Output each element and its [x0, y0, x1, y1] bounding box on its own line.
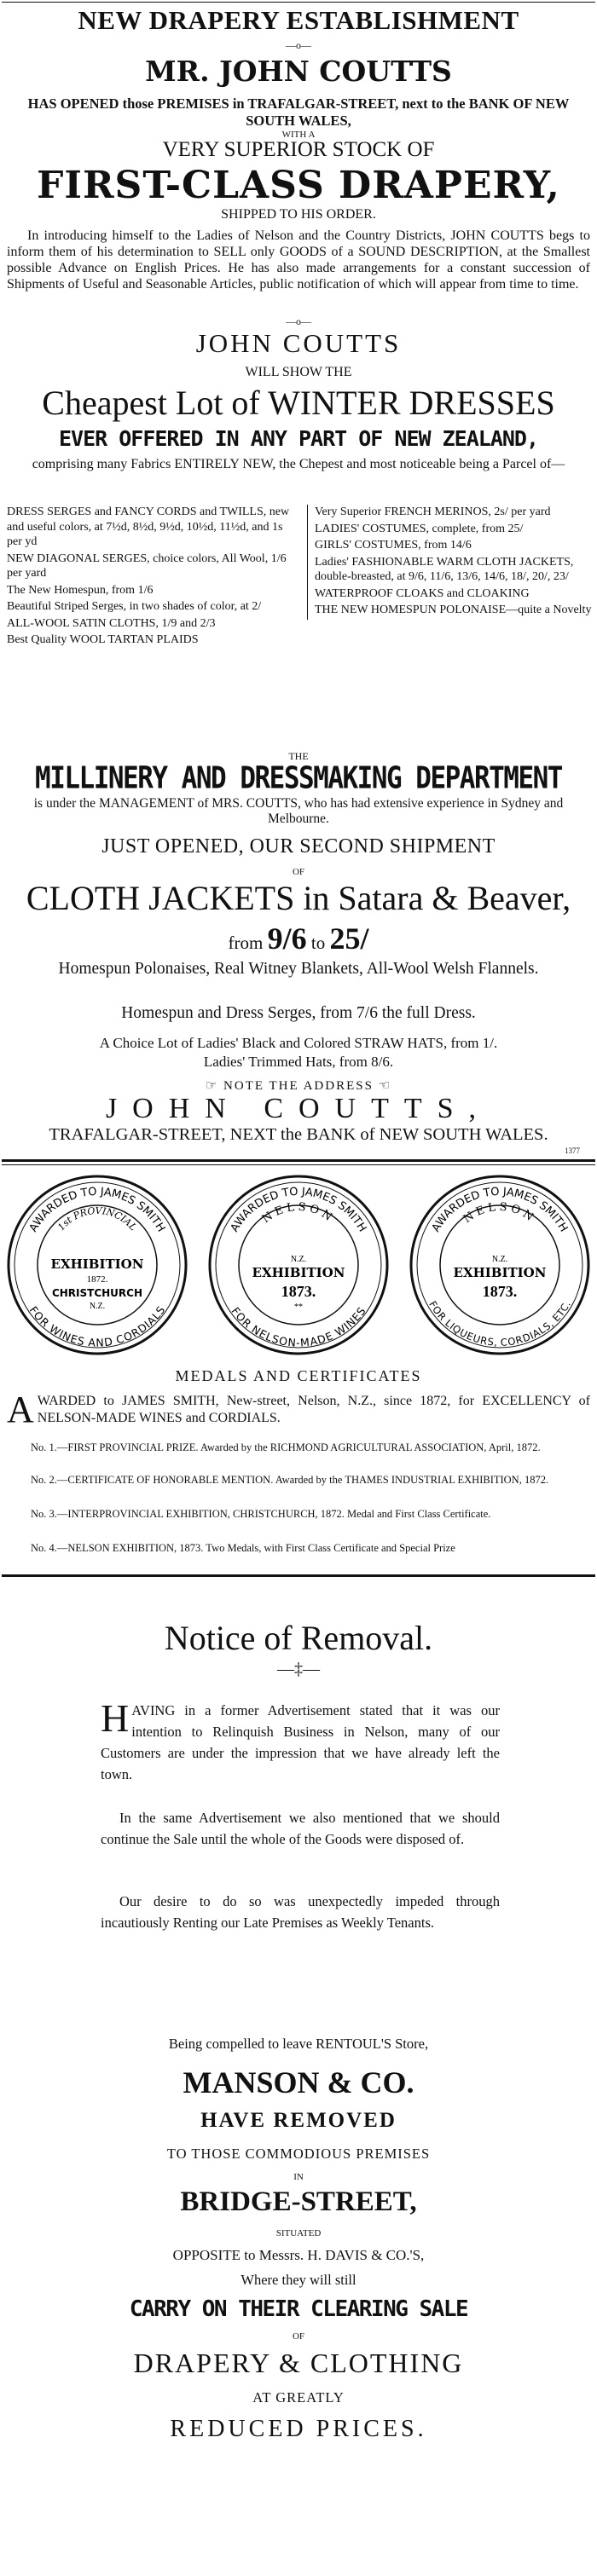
ad1-ornament-2: —o—: [286, 315, 311, 327]
ad3-firm: MANSON & CO.: [183, 2065, 414, 2099]
ad1-cloth-jackets: CLOTH JACKETS in Satara & Beaver,: [26, 879, 571, 917]
medal-2: [206, 1173, 391, 1357]
medal-ring-top: AWARDED TO JAMES SMITH: [26, 1185, 168, 1235]
medal-center-3: 1873.: [482, 1283, 518, 1300]
ad1-items-right: [307, 505, 597, 620]
svg-text:FOR LIQUEURS, CORDIALS, ETC.: [426, 1299, 573, 1349]
ad1-ever-offered: EVER OFFERED IN ANY PART OF NEW ZEALAND,: [58, 426, 539, 451]
ad1-street: TRAFALGAR-STREET, NEXT the BANK of NEW SOUTH WALES.: [49, 1125, 548, 1144]
ad1-items-left: [7, 505, 297, 650]
ad1-headline: NEW DRAPERY ESTABLISHMENT: [78, 5, 519, 35]
ad1-cheapest: Cheapest Lot of WINTER DRESSES: [42, 384, 555, 422]
ad3-p3-text: Our desire to do so was unexpectedly impeded through incautiously Renting our Late Premises as Weekly Tenants.: [101, 1893, 500, 1931]
ad3-ornament: —‡—: [277, 1660, 320, 1678]
ad3-p1-text: AVING in a former Advertisement stated that it was our intention to Relinquish Business in Nelson, many of our Customers are under the impression that we have already left the town.: [101, 1702, 500, 1782]
ad1-from-word: from: [228, 933, 264, 953]
ad3-situated: SITUATED: [275, 2228, 322, 2238]
medal-ring-bottom: FOR NELSON-MADE WINES: [229, 1304, 368, 1349]
rule-2: [2, 1574, 595, 1577]
medal-ring-top: AWARDED TO JAMES SMITH: [429, 1185, 571, 1235]
ad1-number: 1377: [565, 1146, 580, 1155]
ad1-price-high: 25/: [329, 921, 369, 956]
ad1-with-a: WITH A: [281, 130, 316, 140]
ad3-carry-on: CARRY ON THEIR CLEARING SALE: [129, 2296, 468, 2322]
ad2-entry: No. 3.—INTERPROVINCIAL EXHIBITION, CHRISTCHURCH, 1872. Medal and First Class Certificate.: [31, 1508, 491, 1520]
ad2-dropcap: A: [7, 1389, 34, 1430]
ad1-shipped: SHIPPED TO HIS ORDER.: [221, 207, 376, 222]
ad3-where: Where they will still: [241, 2272, 356, 2288]
ad1-name-repeat: JOHN COUTTS: [195, 328, 402, 358]
ad1-trimmed-hats: Ladies' Trimmed Hats, from 8/6.: [203, 1054, 394, 1070]
ad2-awarded-text: WARDED to JAMES SMITH, New-street, Nelson, N.Z., since 1872, for EXCELLENCY of NELSON-MADE WINES and CORDIALS.: [37, 1394, 590, 1425]
medal-center-4: N.Z.: [89, 1302, 106, 1311]
svg-text:NELSON: [461, 1201, 538, 1226]
ad3-paragraph-1: [101, 1696, 500, 1785]
ad1-straw-hats: A Choice Lot of Ladies' Black and Colored STRAW HATS, from 1/.: [99, 1035, 498, 1051]
ad1-name-spaced: JOHN COUTTS,: [105, 1093, 492, 1124]
ad3-p2-text: In the same Advertisement we also mentioned that we should continue the Sale until the whole of the Goods were disposed of.: [101, 1810, 500, 1847]
ad1-millinery-sub: is under the MANAGEMENT of MRS. COUTTS, who has had extensive experience in Sydney and Melbourne.: [33, 796, 564, 826]
medal-ring-mid: NELSON: [259, 1200, 338, 1227]
medal-center-2: EXHIBITION: [453, 1265, 547, 1280]
rule-1: [2, 1159, 595, 1162]
ad3-drapery: DRAPERY & CLOTHING: [133, 2348, 464, 2378]
ad3-at-greatly: AT GREATLY: [252, 2389, 345, 2406]
ad1-of: OF: [292, 867, 305, 877]
ad1-to-word: to: [310, 933, 326, 953]
ad1-item: NEW DIAGONAL SERGES, choice colors, All Wool, 1/6 per yard: [7, 552, 287, 580]
ad2-awarded: [7, 1389, 590, 1430]
medal-center-3: 1873.: [281, 1283, 316, 1300]
ad1-item: THE NEW HOMESPUN POLONAISE—quite a Novelty: [315, 604, 592, 616]
medal-ring-mid: NELSON: [461, 1200, 539, 1227]
medal-1: [5, 1173, 189, 1357]
ad1-item: ALL-WOOL SATIN CLOTHS, 1/9 and 2/3: [7, 616, 216, 630]
ad1-the: THE: [288, 750, 309, 762]
ad3-p4-text: Being compelled to leave RENTOUL'S Store,: [168, 2036, 429, 2052]
medal-center-3: CHRISTCHURCH: [51, 1287, 143, 1299]
ad3-reduced: REDUCED PRICES.: [170, 2416, 427, 2442]
ad1-stock-line: VERY SUPERIOR STOCK OF: [162, 138, 435, 161]
medal-center-2: EXHIBITION: [252, 1265, 345, 1280]
medal-ring-mid: 1st PROVINCIAL: [55, 1204, 139, 1233]
ad1-ornament-1: —o—: [286, 39, 311, 51]
ad1-choice-lines: [7, 1034, 590, 1071]
ad1-item: The New Homespun, from 1/6: [7, 583, 154, 597]
ad3-in: IN: [293, 2172, 304, 2182]
ad2-entry: No. 1.—FIRST PROVINCIAL PRIZE. Awarded by the RICHMOND AGRICULTURAL ASSOCIATION, April, 1872.: [31, 1441, 541, 1453]
medal-3: [408, 1173, 592, 1357]
ad1-serges: Homespun and Dress Serges, from 7/6 the full Dress.: [121, 1004, 476, 1022]
ad1-item: Very Superior FRENCH MERINOS, 2s/ per yard: [315, 505, 551, 518]
ad1-just-opened: JUST OPENED, OUR SECOND SHIPMENT: [101, 835, 496, 858]
medal-center-1: N.Z.: [491, 1255, 508, 1264]
ad1-millinery: MILLINERY AND DRESSMAKING DEPARTMENT: [35, 760, 562, 796]
ad1-item: DRESS SERGES and FANCY CORDS and TWILLS, new and useful colors, at 7½d, 8½d, 9½d, 10½d, 11½d, and 1s per yd: [7, 505, 290, 548]
ad1-note-address: ☞ NOTE THE ADDRESS ☜: [205, 1079, 392, 1093]
ad1-intro: In introducing himself to the Ladies of Nelson and the Country Districts, JOHN COUTTS begs to inform them of his determination to SELL only GOODS of a SOUND DESCRIPTION, at the Smallest possible Advance on English Prices. He has also made arrangements for a constant succession of Shipments of Useful and Seasonable Articles, public notification of which will appear from time to time.: [7, 228, 590, 292]
ad1-item: WATERPROOF CLOAKS and CLOAKING: [315, 586, 530, 600]
ad1-homespun: Homespun Polonaises, Real Witney Blankets, All-Wool Welsh Flannels.: [58, 960, 539, 978]
ad3-of: OF: [292, 2331, 305, 2342]
medal-ring-top: AWARDED TO JAMES SMITH: [228, 1185, 369, 1235]
ad3-opposite: OPPOSITE to Messrs. H. DAVIS & CO.'S,: [172, 2247, 425, 2263]
ad3-paragraph-2: [101, 1807, 500, 1850]
ad1-price-low: 9/6: [267, 921, 307, 956]
ad3-have-removed: HAVE REMOVED: [200, 2109, 397, 2132]
ad3-bridge-street: BRIDGE-STREET,: [180, 2186, 417, 2217]
top-rule: [2, 2, 595, 3]
ad2-entry: No. 4.—NELSON EXHIBITION, 1873. Two Medals, with First Class Certificate and Special Prize: [31, 1542, 455, 1554]
medal-center-2: 1872.: [86, 1274, 108, 1285]
ad1-item: Ladies' FASHIONABLE WARM CLOTH JACKETS, double-breasted, at 9/6, 11/6, 13/6, 14/6, 18/, 20/, 23/: [315, 555, 574, 583]
svg-text:NELSON: [260, 1201, 337, 1226]
ad1-opened-line: HAS OPENED those PREMISES in TRAFALGAR-STREET, next to the BANK OF NEW SOUTH WALES,: [27, 95, 570, 129]
medal-ring-bottom: FOR WINES AND CORDIALS: [26, 1303, 168, 1349]
ad1-first-class: FIRST-CLASS DRAPERY,: [37, 164, 560, 207]
ad3-paragraph-3: [101, 1891, 500, 1933]
ad1-item: LADIES' COSTUMES, complete, from 25/: [315, 522, 524, 535]
ad1-item: Best Quality WOOL TARTAN PLAIDS: [7, 633, 199, 646]
ad3-title: Notice of Removal.: [164, 1619, 433, 1657]
ad3-dropcap: H: [101, 1696, 130, 1740]
ad2-title: MEDALS AND CERTIFICATES: [175, 1367, 422, 1384]
ad2-entry: No. 2.—CERTIFICATE OF HONORABLE MENTION. Awarded by the THAMES INDUSTRIAL EXHIBITION, 1872.: [31, 1474, 549, 1486]
ad3-those: TO THOSE COMMODIOUS PREMISES: [166, 2146, 431, 2162]
medal-center-1: N.Z.: [290, 1255, 307, 1264]
ad1-will-show: WILL SHOW THE: [245, 365, 352, 379]
medal-ring-bottom: FOR LIQUEURS, CORDIALS, ETC.: [426, 1298, 573, 1349]
medal-center-4: **: [294, 1302, 303, 1312]
ad1-proprietor: MR. JOHN COUTTS: [145, 55, 452, 88]
ad1-item: Beautiful Striped Serges, in two shades of color, at 2/: [7, 600, 262, 613]
rule-1b: [2, 1164, 595, 1165]
svg-text:1st PROVINCIAL: [55, 1205, 139, 1233]
medal-center-1: EXHIBITION: [50, 1256, 144, 1272]
ad1-item: GIRLS' COSTUMES, from 14/6: [315, 539, 472, 552]
ad1-comprising: comprising many Fabrics ENTIRELY NEW, the Chepest and most noticeable being a Parcel of—: [32, 457, 565, 471]
ad1-price-range: [7, 921, 590, 956]
